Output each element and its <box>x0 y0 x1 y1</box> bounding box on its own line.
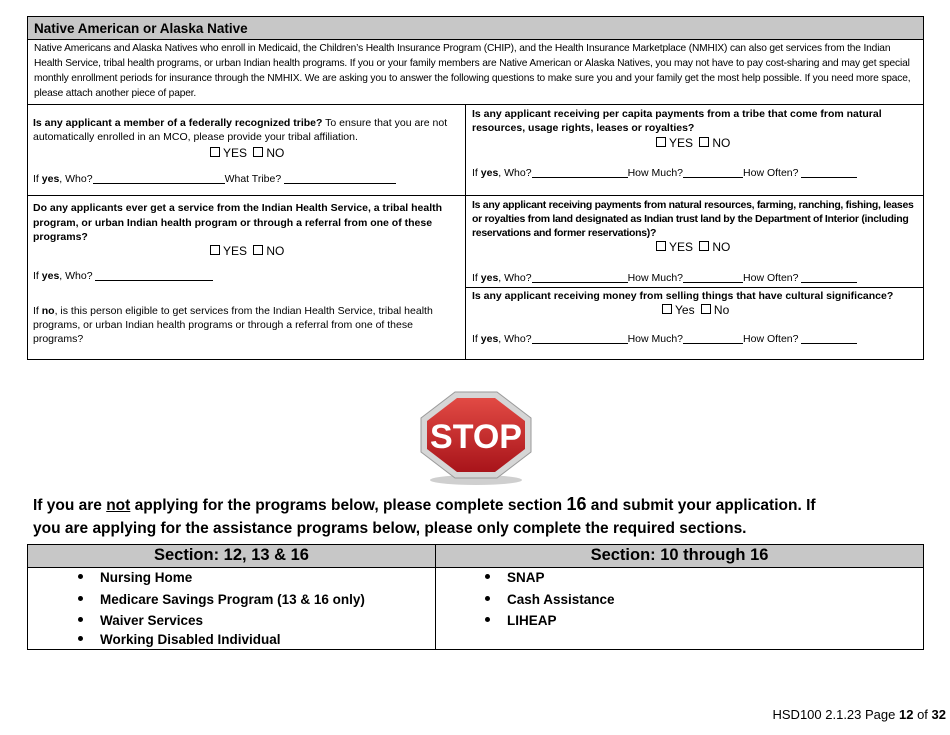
q3-no-if: If <box>33 305 42 317</box>
q1-yes-no <box>210 146 284 160</box>
q5-how-much-label: How Much? <box>627 333 684 345</box>
footer-of: of <box>913 707 932 722</box>
q1-who-field[interactable] <box>93 173 225 184</box>
q1-question-rest: To ensure that you are not automatically enrolled in an MCO, please provide your tribal affiliation. <box>33 117 448 143</box>
q2-cell <box>465 104 924 196</box>
q4-who-field[interactable] <box>532 272 628 283</box>
q2-how-much-field[interactable] <box>683 167 743 178</box>
bullet-icon <box>78 596 83 601</box>
q2-yes-word: yes <box>480 167 499 179</box>
list-item-label: Waiver Services <box>100 613 204 628</box>
notice-text <box>33 493 816 540</box>
q4-question: Is any applicant receiving payments from natural resources, farming, ranching, fishing, leases or royalties from land designated as Indian trust land by the Department of Interior (including reservations and former reservations)? <box>472 199 914 239</box>
q1-tribe-label: What Tribe? <box>224 173 282 185</box>
q2-how-often-field[interactable] <box>801 167 857 178</box>
q2-yes-no <box>656 136 730 150</box>
notice-l1b: applying for the programs below, please complete section <box>130 497 567 514</box>
q4-followup <box>472 271 857 285</box>
q5-followup <box>472 332 857 346</box>
notice-not: not <box>106 497 131 514</box>
q4-no-checkbox[interactable] <box>699 241 709 251</box>
q3-no-word: no <box>41 305 55 317</box>
q2-how-much-label: How Much? <box>627 167 684 179</box>
table-left-body <box>27 567 436 650</box>
q2-no-checkbox[interactable] <box>699 137 709 147</box>
q1-yes-checkbox[interactable] <box>210 147 220 157</box>
notice-section-num: 16 <box>566 494 587 514</box>
q4-if: If <box>472 272 481 284</box>
q3-yes-no <box>210 244 284 258</box>
q5-no-label: No <box>713 303 730 317</box>
q3-no-rest: , is this person eligible to get services from the Indian Health Service, tribal health programs, or urban Indian health programs or through a referral from one of these programs? <box>33 305 433 345</box>
q4-yes-no <box>656 240 730 254</box>
q5-yes-word: yes <box>480 333 499 345</box>
q3-if: If <box>33 270 42 282</box>
q3-cell <box>27 195 466 360</box>
footer-prefix: HSD100 2.1.23 Page <box>772 707 899 722</box>
q5-cell <box>465 287 924 360</box>
list-item <box>78 613 203 628</box>
bullet-icon <box>78 617 83 622</box>
q4-yes-checkbox[interactable] <box>656 241 666 251</box>
q1-question <box>33 116 463 144</box>
q5-yes-checkbox[interactable] <box>662 304 672 314</box>
bullet-icon <box>485 574 490 579</box>
list-item <box>485 570 545 585</box>
q1-no-label: NO <box>266 146 285 160</box>
q5-who-label: , Who? <box>498 333 532 345</box>
q4-no-label: NO <box>712 240 731 254</box>
list-item-label: Medicare Savings Program (13 & 16 only) <box>100 592 365 607</box>
q4-how-often-field[interactable] <box>801 272 857 283</box>
q3-no-checkbox[interactable] <box>253 245 263 255</box>
q5-how-much-field[interactable] <box>683 333 743 344</box>
q4-yes-word: yes <box>480 272 499 284</box>
list-item <box>78 570 192 585</box>
q1-yes-word: yes <box>41 173 60 185</box>
list-item-label: Working Disabled Individual <box>100 632 281 647</box>
bullet-icon <box>78 574 83 579</box>
list-item <box>78 632 281 647</box>
q3-yes-checkbox[interactable] <box>210 245 220 255</box>
q5-how-often-field[interactable] <box>801 333 857 344</box>
q4-how-often-label: How Often? <box>743 272 799 284</box>
notice-line-2: you are applying for the assistance programs below, please only complete the required sections. <box>33 520 747 537</box>
q3-yes-word: yes <box>41 270 60 282</box>
q3-no-label: NO <box>266 244 285 258</box>
q2-followup <box>472 166 857 180</box>
q1-followup <box>33 172 396 186</box>
q1-if: If <box>33 173 42 185</box>
bullet-icon <box>485 596 490 601</box>
notice-l1c: and submit your application. If <box>586 497 816 514</box>
footer-page: 12 <box>898 707 914 722</box>
q5-who-field[interactable] <box>532 333 628 344</box>
q1-yes-label: YES <box>223 146 248 160</box>
list-item-label: LIHEAP <box>507 613 557 628</box>
q5-no-checkbox[interactable] <box>701 304 711 314</box>
footer-total: 32 <box>931 707 946 722</box>
list-item <box>485 613 557 628</box>
page-footer <box>773 707 947 722</box>
q3-yes-label: YES <box>223 244 248 258</box>
q1-who-label: , Who? <box>59 173 93 185</box>
q2-who-field[interactable] <box>532 167 628 178</box>
list-item-label: Cash Assistance <box>507 592 615 607</box>
list-item <box>78 592 365 607</box>
q5-yes-label: Yes <box>675 303 695 317</box>
q2-no-label: NO <box>712 136 731 150</box>
q2-who-label: , Who? <box>498 167 532 179</box>
q5-if: If <box>472 333 481 345</box>
q3-who-field[interactable] <box>95 270 213 281</box>
table-right-body <box>435 567 924 650</box>
list-item-label: SNAP <box>507 570 545 585</box>
intro-text: Native Americans and Alaska Natives who enroll in Medicaid, the Children’s Health Insurance Program (CHIP), and the Health Insurance Marketplace (NMHIX) can also get services from the Indian Health Service, tribal health programs, or urban Indian health programs. If you or your family members are Native American or Alaska Natives, you may not have to pay cost-sharing and may get special monthly enrollment periods for insurance through the NMHIX. We are asking you to answer the following questions to make sure you and your family get the most help possible. If you need more space, please attach another piece of paper. <box>27 40 924 105</box>
q4-yes-label: YES <box>669 240 694 254</box>
bullet-icon <box>78 636 83 641</box>
q2-if: If <box>472 167 481 179</box>
table-left-header: Section: 12, 13 & 16 <box>27 544 436 568</box>
list-item-label: Nursing Home <box>100 570 193 585</box>
notice-line-1 <box>33 493 816 517</box>
q5-how-often-label: How Often? <box>743 333 799 345</box>
notice-l1a: If you are <box>33 497 107 514</box>
q2-how-often-label: How Often? <box>743 167 799 179</box>
q5-question: Is any applicant receiving money from selling things that have cultural significance? <box>472 290 894 302</box>
section-title: Native American or Alaska Native <box>27 16 924 40</box>
q4-how-much-field[interactable] <box>683 272 743 283</box>
stop-sign-icon <box>418 390 534 486</box>
q3-who-label: , Who? <box>59 270 93 282</box>
q1-no-checkbox[interactable] <box>253 147 263 157</box>
q2-yes-checkbox[interactable] <box>656 137 666 147</box>
q1-tribe-field[interactable] <box>284 173 396 184</box>
stop-text: STOP <box>430 418 522 456</box>
q3-eligibility-question <box>33 304 463 346</box>
list-item <box>485 592 615 607</box>
q5-yes-no <box>662 303 729 317</box>
bullet-icon <box>485 617 490 622</box>
q2-yes-label: YES <box>669 136 694 150</box>
q2-question: Is any applicant receiving per capita payments from a tribe that come from natural resources, usage rights, leases or royalties? <box>472 108 882 134</box>
q4-who-label: , Who? <box>498 272 532 284</box>
q1-question-bold: Is any applicant a member of a federally recognized tribe? <box>33 117 323 129</box>
q4-cell <box>465 195 924 288</box>
q1-cell <box>27 104 466 196</box>
table-right-header: Section: 10 through 16 <box>435 544 924 568</box>
q3-followup <box>33 269 213 283</box>
q3-question: Do any applicants ever get a service from the Indian Health Service, a tribal health program, or urban Indian health program or through a referral from one of these programs? <box>33 202 443 243</box>
q4-how-much-label: How Much? <box>627 272 684 284</box>
